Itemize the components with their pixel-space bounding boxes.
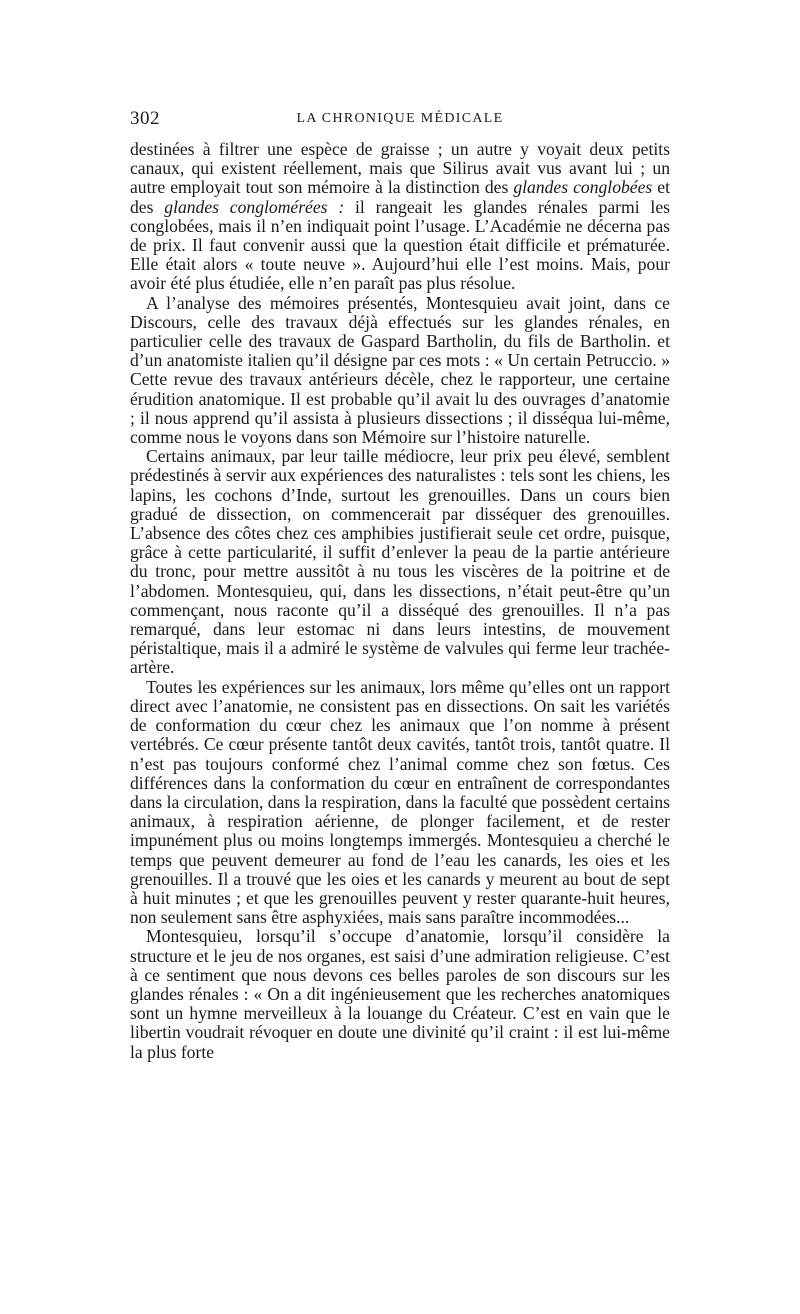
text-run: destinées à filtrer une espèce de graisse ; un autre y voyait deux petits canaux, qui existent réellement, mais que Silirus avait vus avant lui ; un autre employait tout son mémoire à la distinction des <box>130 139 670 198</box>
text-run: il rangeait les glandes rénales parmi les conglobées, mais il n’en indiquait point l’usage. L’Académie ne décerna pas de prix. Il faut convenir aussi que la question était difficile et prématurée. Elle était alors « toute neuve ». Aujourd’hui elle l’est moins. Mais, pour avoir été plus étudiée, elle n’en paraît pas plus résolue. <box>130 196 670 294</box>
running-head <box>130 108 670 130</box>
text-run: Certains animaux, par leur taille médiocre, leur prix peu élevé, semblent prédestinés à servir aux expériences des naturalistes : tels sont les chiens, les lapins, les cochons d’Inde, surtout les grenouilles. Dans un cours bien gradué de dissection, on commencerait par disséquer des grenouilles. L’absence des côtes chez ces amphibies justifierait seule cet ordre, puisque, grâce à cette particularité, il suffit d’enlever la peau de la partie antérieure du tronc, pour mettre aussitôt à nu tous les viscères de la poitrine et de l’abdomen. Montesquieu, qui, dans les dissections, n’était peut-être qu’un commençant, nous raconte qu’il a disséqué des grenouilles. Il n’a pas remarqué, dans leur estomac ni dans leurs intestins, de mouvement péristaltique, mais il a admiré le système de valvules qui ferme leur trachée-artère. <box>130 446 670 678</box>
paragraph <box>130 294 670 448</box>
text-run: et des <box>130 177 670 217</box>
page-number: 302 <box>130 108 160 129</box>
italic-term: glandes conglobées <box>513 177 653 198</box>
paragraph <box>130 927 670 1061</box>
article-body <box>130 140 670 1062</box>
paragraph <box>130 447 670 677</box>
paragraph <box>130 678 670 928</box>
text-run: Toutes les expériences sur les animaux, lors même qu’elles ont un rapport direct avec l’anatomie, ne consistent pas en dissections. On sait les variétés de conformation du cœur chez les animaux que l’on nomme à présent vertébrés. Ce cœur présente tantôt deux cavités, tantôt trois, tantôt quatre. Il n’est pas toujours conformé chez l’animal comme chez son fœtus. Ces différences dans la conformation du cœur en entraînent de correspondantes dans la circulation, dans la respiration, dans la faculté que possèdent certains animaux, à respiration aérienne, de plonger facilement, et de rester impunément plus ou moins longtemps immergés. Montesquieu a cherché le temps que peuvent demeurer au fond de l’eau les canards, les oies et les grenouilles. Il a trouvé que les oies et les canards y meurent au bout de sept à huit minutes ; et que les grenouilles peuvent y rester quarante-huit heures, non seulement sans être asphyxiées, mais sans paraître incommodées... <box>130 676 670 928</box>
text-run: A l’analyse des mémoires présentés, Montesquieu avait joint, dans ce Discours, celle des travaux déjà effectués sur les glandes rénales, en particulier celle des travaux de Gaspard Bartholin, du fils de Bartholin. et d’un anatomiste italien qu’il désigne par ces mots : « Un certain Petruccio. » Cette revue des travaux antérieurs décèle, chez le rapporteur, une certaine érudition anatomique. Il est probable qu’il avait lu des ouvrages d’anatomie ; il nous apprend qu’il assista à plusieurs dissections ; il disséqua lui-même, comme nous le voyons dans son Mémoire sur l’histoire naturelle. <box>130 292 670 448</box>
italic-term: glandes conglomérées : <box>164 196 345 217</box>
paragraph <box>130 140 670 294</box>
journal-title: LA CHRONIQUE MÉDICALE <box>296 111 504 126</box>
text-run: Montesquieu, lorsqu’il s’occupe d’anatomie, lorsqu’il considère la structure et le jeu de nos organes, est saisi d’une admiration religieuse. C’est à ce sentiment que nous devons ces belles paroles de son discours sur les glandes rénales : « On a dit ingénieusement que les recherches anatomiques sont un hymne merveilleux à la louange du Créateur. C’est en vain que le libertin voudrait révoquer en doute une divinité qu’il craint : il est lui-même la plus forte <box>130 926 670 1062</box>
